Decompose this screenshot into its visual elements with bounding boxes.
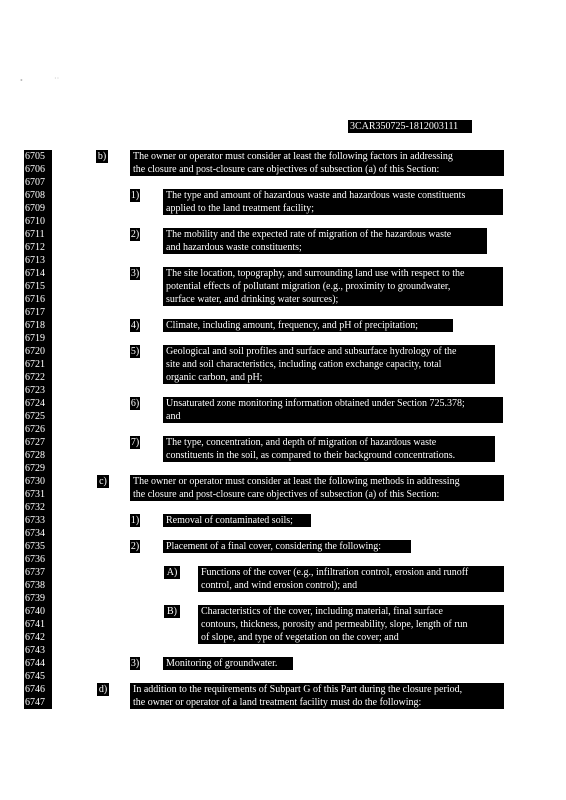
line-number: 6742 <box>24 631 52 644</box>
text-line: Removal of contaminated soils; <box>166 515 293 526</box>
item-text <box>163 228 487 254</box>
subsection-label: c) <box>97 475 109 488</box>
item-label: 5) <box>130 346 140 357</box>
item-text <box>163 189 503 215</box>
text-line: In addition to the requirements of Subpart G of this Part during the closure period, <box>133 684 463 695</box>
line-number: 6728 <box>24 449 52 462</box>
line-number: 6726 <box>24 423 52 436</box>
text-line: The owner or operator must consider at least the following factors in addressing <box>133 151 453 162</box>
line-number: 6732 <box>24 501 52 514</box>
line-number: 6707 <box>24 176 52 189</box>
subsection-text <box>130 683 504 709</box>
text-line: The type and amount of hazardous waste and hazardous waste constituents <box>166 190 466 201</box>
item-label: 1) <box>130 190 140 201</box>
clause-text <box>198 605 504 644</box>
line-number: 6708 <box>24 189 52 202</box>
text-line: control, and wind erosion control); and <box>201 580 358 591</box>
text-line: Climate, including amount, frequency, and pH of precipitation; <box>166 320 419 331</box>
text-line: Geological and soil profiles and surface and subsurface hydrology of the <box>166 346 457 357</box>
item-label: 3) <box>130 658 140 669</box>
subsection-label: d) <box>98 684 108 695</box>
subsection-label: b) <box>97 151 107 162</box>
clause-label: B) <box>164 605 180 618</box>
line-number: 6712 <box>24 241 52 254</box>
text-line: the owner or operator of a land treatment facility must do the following: <box>133 697 422 708</box>
item-label: 6) <box>130 398 140 409</box>
text-line: Unsaturated zone monitoring information obtained under Section 725.378; <box>166 398 465 409</box>
item-label: 1) <box>130 515 140 526</box>
line-number: 6734 <box>24 527 52 540</box>
line-number: 6739 <box>24 592 52 605</box>
line-number: 6723 <box>24 384 52 397</box>
text-line: Functions of the cover (e.g., infiltration control, erosion and runoff <box>201 567 469 578</box>
line-number: 6740 <box>24 605 52 618</box>
item-text <box>163 436 495 462</box>
text-line: potential effects of pollutant migration (e.g., proximity to groundwater, <box>166 281 451 292</box>
text-line: the closure and post-closure care objectives of subsection (a) of this Section: <box>133 489 440 500</box>
line-number: 6743 <box>24 644 52 657</box>
text-line: constituents in the soil, as compared to their background concentrations. <box>166 450 456 461</box>
line-number: 6736 <box>24 553 52 566</box>
clause-text <box>198 566 504 592</box>
text-line: and <box>166 411 181 422</box>
text-line: of slope, and type of vegetation on the cover; and <box>201 632 399 643</box>
clause-label: A) <box>164 566 180 579</box>
line-number: 6727 <box>24 436 52 449</box>
text-line: contours, thickness, porosity and permeability, slope, length of run <box>201 619 468 630</box>
text-line: Characteristics of the cover, including material, final surface <box>201 606 443 617</box>
text-line: The type, concentration, and depth of migration of hazardous waste <box>166 437 437 448</box>
line-number: 6724 <box>24 397 52 410</box>
line-number: 6735 <box>24 540 52 553</box>
line-number: 6747 <box>24 696 52 709</box>
line-number: 6730 <box>24 475 52 488</box>
item-text <box>163 540 411 553</box>
item-label: 7) <box>130 437 140 448</box>
line-number: 6719 <box>24 332 52 345</box>
text-line: surface water, and drinking water sources); <box>166 294 339 305</box>
subsection-text <box>130 475 504 501</box>
line-number: 6710 <box>24 215 52 228</box>
line-number: 6705 <box>24 150 52 163</box>
text-line: applied to the land treatment facility; <box>166 203 315 214</box>
item-text <box>163 514 311 527</box>
line-number: 6709 <box>24 202 52 215</box>
item-text <box>163 267 503 306</box>
text-line: The mobility and the expected rate of migration of the hazardous waste <box>166 229 452 240</box>
line-number: 6733 <box>24 514 52 527</box>
item-text <box>163 319 453 332</box>
line-number: 6720 <box>24 345 52 358</box>
line-number: 6706 <box>24 163 52 176</box>
subsection-text <box>130 150 504 176</box>
line-number: 6731 <box>24 488 52 501</box>
line-number: 6714 <box>24 267 52 280</box>
document-id-header: 3CAR350725-1812003111 <box>348 120 472 133</box>
text-line: and hazardous waste constituents; <box>166 242 302 253</box>
line-number: 6745 <box>24 670 52 683</box>
line-number: 6746 <box>24 683 52 696</box>
scan-speck: • <box>20 76 23 85</box>
line-number: 6716 <box>24 293 52 306</box>
line-number: 6725 <box>24 410 52 423</box>
item-label: 3) <box>130 268 140 279</box>
line-number: 6713 <box>24 254 52 267</box>
line-number: 6737 <box>24 566 52 579</box>
text-line: site and soil characteristics, including cation exchange capacity, total <box>166 359 442 370</box>
text-line: The site location, topography, and surrounding land use with respect to the <box>166 268 465 279</box>
text-line: organic carbon, and pH; <box>166 372 263 383</box>
text-line: The owner or operator must consider at least the following methods in addressing <box>133 476 460 487</box>
item-text <box>163 657 293 670</box>
line-number: 6711 <box>24 228 52 241</box>
item-text <box>163 345 495 384</box>
text-line: Placement of a final cover, considering the following: <box>166 541 382 552</box>
scan-speck: ·· <box>54 74 60 83</box>
line-number: 6744 <box>24 657 52 670</box>
item-label: 2) <box>130 541 140 552</box>
text-line: the closure and post-closure care objectives of subsection (a) of this Section: <box>133 164 440 175</box>
line-number: 6718 <box>24 319 52 332</box>
line-number: 6717 <box>24 306 52 319</box>
item-label: 2) <box>130 229 140 240</box>
text-line: Monitoring of groundwater. <box>166 658 278 669</box>
line-number: 6721 <box>24 358 52 371</box>
item-text <box>163 397 503 423</box>
line-number: 6741 <box>24 618 52 631</box>
line-number: 6722 <box>24 371 52 384</box>
line-number: 6738 <box>24 579 52 592</box>
line-number: 6715 <box>24 280 52 293</box>
item-label: 4) <box>130 320 140 331</box>
line-number: 6729 <box>24 462 52 475</box>
